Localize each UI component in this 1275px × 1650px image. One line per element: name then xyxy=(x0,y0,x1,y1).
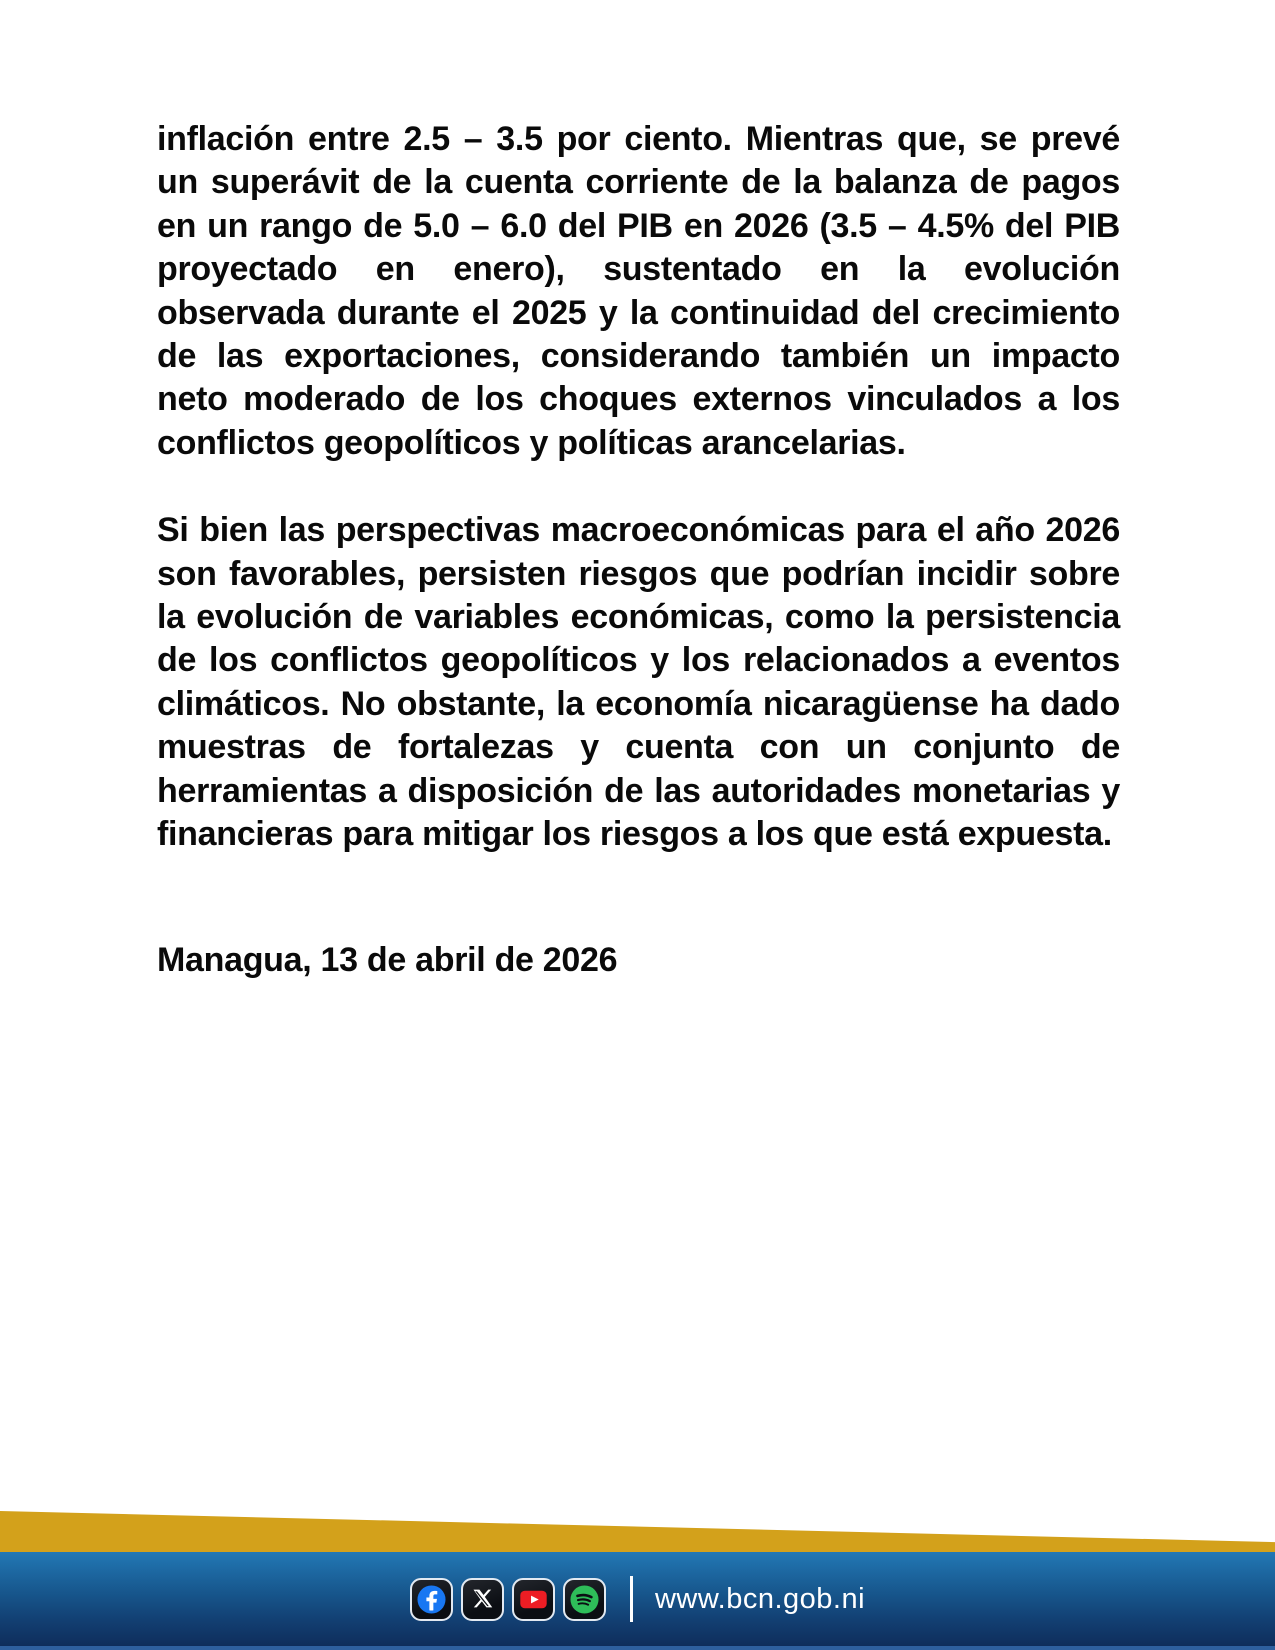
website-link[interactable]: www.bcn.gob.ni xyxy=(654,1582,866,1615)
spotify-logo-glyph xyxy=(568,1583,601,1616)
facebook-icon[interactable] xyxy=(410,1578,453,1621)
facebook-logo-glyph xyxy=(415,1583,448,1616)
gold-diagonal-band xyxy=(0,1511,1275,1552)
spotify-icon[interactable] xyxy=(563,1578,606,1621)
paragraph-1: inflación entre 2.5 – 3.5 por ciento. Mientras que, se prevé un superávit de la cuenta corriente de la balanza de pagos en un rango de 5.0 – 6.0 del PIB en 2026 (3.5 – 4.5% del PIB proyectado en enero), sustentado en la evolución observada durante el 2025 y la continuidad del crecimiento de las exportaciones, considerando también un impacto neto moderado de los choques externos vinculados a los conflictos geopolíticos y políticas arancelarias. xyxy=(157,120,1120,462)
bottom-edge-strip xyxy=(0,1646,1275,1650)
footer-divider xyxy=(630,1576,633,1622)
youtube-icon[interactable] xyxy=(512,1578,555,1621)
footer-row xyxy=(0,1552,1275,1646)
x-twitter-icon[interactable] xyxy=(461,1578,504,1621)
paragraph-2: Si bien las perspectivas macroeconómicas para el año 2026 son favorables, persisten riesgos que podrían incidir sobre la evolución de variables económicas, como la persistencia de los conflictos geopolíticos y los relacionados a eventos climáticos. No obstante, la economía nicaragüense ha dado muestras de fortalezas y cuenta con un conjunto de herramientas a disposición de las autoridades monetarias y financieras para mitigar los riesgos a los que está expuesta. xyxy=(157,511,1120,854)
footer-band xyxy=(0,1552,1275,1650)
x-logo-glyph xyxy=(470,1587,495,1612)
youtube-logo-glyph xyxy=(517,1583,550,1616)
dateline: Managua, 13 de abril de 2026 xyxy=(157,940,618,979)
document-body xyxy=(157,118,1120,982)
social-icons-group xyxy=(410,1578,606,1621)
